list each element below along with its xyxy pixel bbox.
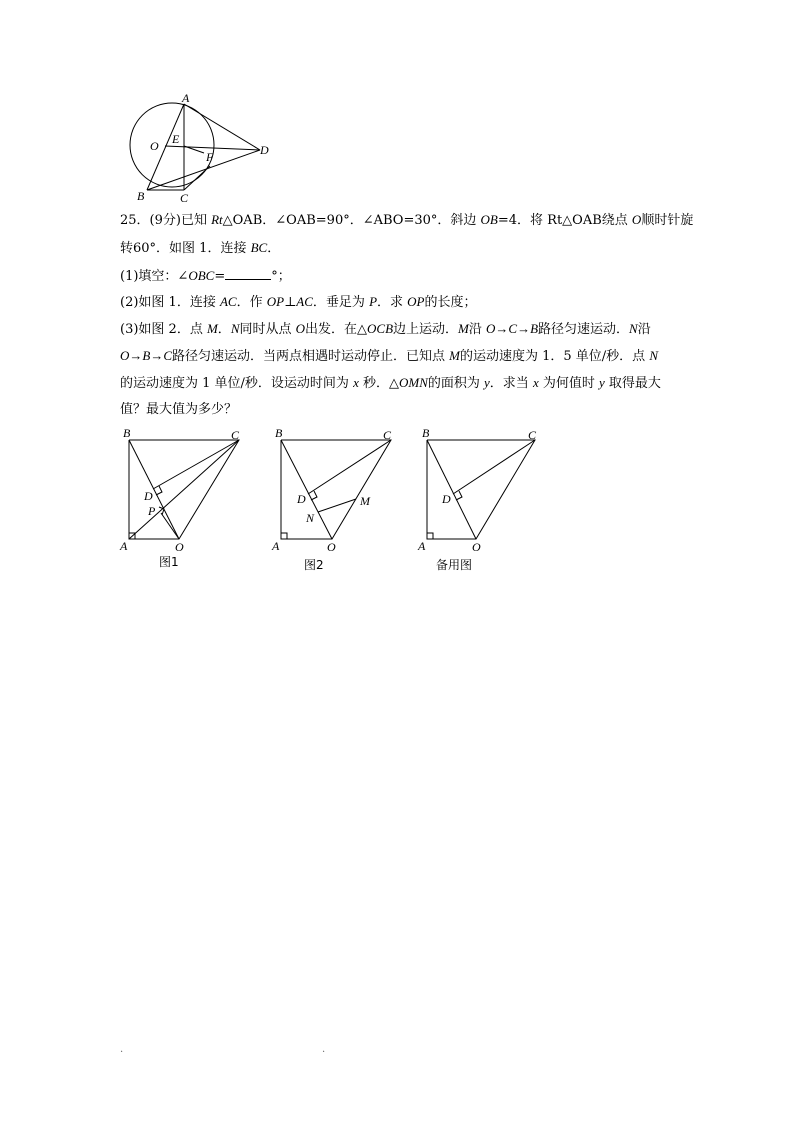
backup-label-o: O bbox=[472, 540, 481, 554]
figure-2-caption: 图2 bbox=[304, 558, 324, 572]
right-angle-a bbox=[281, 533, 287, 539]
question-3-line-2: O→B→C路径匀速运动．当两点相遇时运动停止．已知点 M的运动速度为 1．5 单位/秒．点 N bbox=[120, 348, 658, 364]
problem-line-2: 转60°．如图 1．连接 BC． bbox=[120, 240, 281, 256]
question-3-line-4: 值？最大值为多少？ bbox=[120, 402, 238, 417]
backup-label-b: B bbox=[422, 426, 430, 440]
label-d: D bbox=[260, 143, 269, 157]
label-c: C bbox=[180, 191, 189, 205]
backup-label-c: C bbox=[528, 428, 537, 442]
fig2-label-b: B bbox=[275, 426, 283, 440]
fig1-label-d: D bbox=[144, 489, 153, 503]
segment-bo bbox=[129, 440, 179, 539]
segment-mn bbox=[318, 499, 356, 512]
backup-label-a: A bbox=[418, 539, 426, 553]
quad-bcoa bbox=[427, 440, 535, 539]
label-e: E bbox=[172, 132, 180, 146]
fig2-label-m: M bbox=[360, 494, 370, 508]
figure-1-caption: 图1 bbox=[159, 555, 179, 569]
segment-cf bbox=[184, 166, 210, 190]
label-b: B bbox=[137, 189, 145, 203]
question-1: (1)填空：∠OBC= °； bbox=[120, 268, 291, 284]
problem-line-1: 25．(9分)已知 Rt△OAB．∠OAB=90°．∠ABO=30°．斜边 OB=4．将 Rt△OAB绕点 O顺时针旋 bbox=[120, 212, 694, 228]
segment-cd bbox=[153, 440, 239, 489]
fig1-label-o: O bbox=[175, 540, 184, 554]
question-3-line-3: 的运动速度为 1 单位/秒．设运动时间为 x 秒．△OMN的面积为 y．求当 x 为何值时 y 取得最大 bbox=[120, 375, 661, 391]
fig2-label-n: N bbox=[306, 511, 315, 525]
question-3-line-1: (3)如图 2．点 M．N同时从点 O出发．在△OCB边上运动．M沿 O→C→B路径匀速运动．N沿 bbox=[120, 321, 651, 337]
quad-bcoa bbox=[281, 440, 391, 539]
answer-blank bbox=[225, 267, 271, 280]
fig2-label-o: O bbox=[327, 540, 336, 554]
right-angle-a bbox=[427, 533, 433, 539]
right-angle-d bbox=[456, 491, 462, 500]
fig2-label-a: A bbox=[272, 539, 280, 553]
footer-mark-left: . bbox=[120, 1044, 124, 1055]
fig2-label-c: C bbox=[383, 428, 392, 442]
label-a: A bbox=[182, 91, 190, 105]
fig1-label-c: C bbox=[231, 428, 240, 442]
footer-mark-right: . bbox=[322, 1044, 326, 1055]
tangent-bd bbox=[147, 150, 260, 190]
circle-tangent-figure bbox=[110, 90, 280, 205]
fig1-label-p: P bbox=[148, 504, 156, 518]
backup-label-d: D bbox=[442, 492, 451, 506]
right-angle-d bbox=[311, 491, 317, 500]
segment-bo bbox=[427, 440, 476, 539]
figure-backup-caption: 备用图 bbox=[436, 558, 473, 572]
label-o: O bbox=[150, 139, 159, 153]
tangent-ad bbox=[184, 104, 260, 150]
fig1-label-a: A bbox=[120, 539, 128, 553]
figure-2 bbox=[268, 425, 398, 555]
figure-1 bbox=[115, 425, 245, 555]
fig1-label-b: B bbox=[123, 426, 131, 440]
question-2: (2)如图 1．连接 AC．作 OP⊥AC．垂足为 P．求 OP的长度； bbox=[120, 294, 477, 310]
segment-cd bbox=[308, 440, 391, 494]
figure-backup bbox=[413, 425, 543, 555]
fig2-label-d: D bbox=[297, 492, 306, 506]
label-f: F bbox=[206, 150, 214, 164]
segment-op bbox=[161, 513, 179, 539]
segment-cd bbox=[453, 440, 535, 494]
